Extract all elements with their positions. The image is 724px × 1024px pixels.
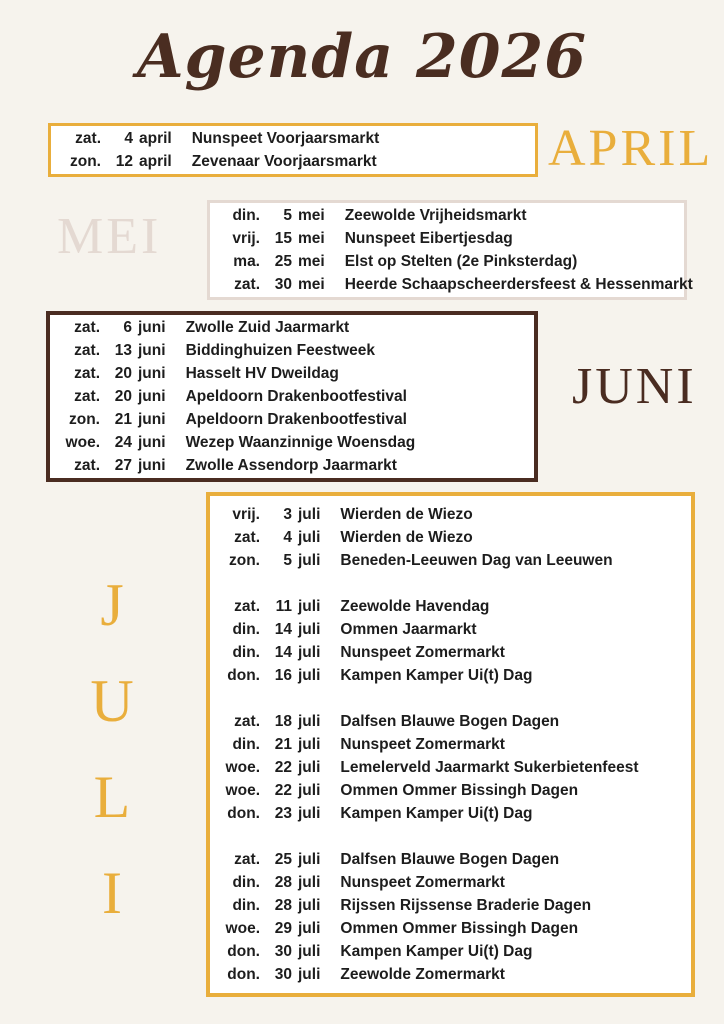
event-event: Beneden-Leeuwen Dag van Leeuwen — [340, 552, 613, 569]
event-month: juli — [298, 874, 321, 891]
event-month: juli — [298, 805, 321, 822]
juli-month-label: JULI — [79, 572, 145, 956]
event-row — [218, 963, 691, 986]
event-month: juli — [298, 966, 321, 983]
event-month: juni — [138, 457, 166, 474]
juni-event-list — [50, 315, 534, 478]
april-events-box — [48, 123, 538, 177]
event-row — [58, 362, 534, 385]
event-event: Ommen Jaarmarkt — [340, 621, 477, 638]
april-event-list — [51, 126, 535, 174]
event-month: juli — [298, 552, 321, 569]
event-event: Zeewolde Zomermarkt — [340, 966, 505, 983]
event-event: Dalfsen Blauwe Bogen Dagen — [340, 713, 560, 730]
event-day: don. — [227, 943, 260, 960]
event-num: 25 — [274, 253, 292, 270]
event-num: 30 — [274, 943, 292, 960]
event-event: Zwolle Zuid Jaarmarkt — [185, 319, 350, 336]
event-event: Apeldoorn Drakenbootfestival — [185, 388, 407, 405]
event-month: juni — [138, 411, 166, 428]
event-day: din. — [232, 736, 260, 753]
event-month: mei — [298, 230, 325, 247]
event-row — [218, 802, 691, 825]
event-row — [218, 273, 693, 296]
row-spacer — [218, 687, 691, 710]
event-row — [218, 503, 691, 526]
event-event: Zeewolde Vrijheidsmarkt — [344, 207, 527, 224]
event-num: 15 — [274, 230, 292, 247]
event-num: 21 — [114, 411, 132, 428]
event-num: 4 — [283, 529, 292, 546]
event-day: zat. — [234, 713, 260, 730]
event-month: juli — [298, 667, 321, 684]
event-month: juli — [298, 529, 321, 546]
event-event: Heerde Schaapscheerdersfeest & Hessenmarkt — [344, 276, 693, 293]
event-event: Kampen Kamper Ui(t) Dag — [340, 667, 533, 684]
event-event: Nunspeet Eibertjesdag — [344, 230, 513, 247]
event-event: Nunspeet Voorjaarsmarkt — [191, 130, 380, 147]
event-day: ma. — [233, 253, 260, 270]
event-event: Lemelerveld Jaarmarkt Sukerbietenfeest — [340, 759, 639, 776]
event-row — [218, 250, 684, 273]
event-row — [58, 431, 534, 454]
event-num: 4 — [124, 130, 133, 147]
event-event: Ommen Ommer Bissingh Dagen — [340, 920, 579, 937]
event-num: 20 — [114, 388, 132, 405]
event-day: zat. — [74, 342, 100, 359]
event-num: 22 — [274, 782, 292, 799]
event-day: woe. — [225, 759, 260, 776]
event-day: woe. — [65, 434, 100, 451]
event-num: 14 — [274, 621, 292, 638]
event-month: juli — [298, 920, 321, 937]
event-event: Wierden de Wiezo — [340, 529, 473, 546]
event-day: zat. — [75, 130, 101, 147]
juli-events-box — [206, 492, 695, 997]
event-day: zat. — [74, 319, 100, 336]
event-month: juni — [138, 319, 166, 336]
event-row — [218, 227, 684, 250]
event-row — [218, 779, 691, 802]
event-num: 29 — [274, 920, 292, 937]
mei-events-box — [207, 200, 693, 300]
event-event: Nunspeet Zomermarkt — [340, 644, 505, 661]
event-event: Nunspeet Zomermarkt — [340, 874, 505, 891]
event-day: zat. — [74, 457, 100, 474]
juli-event-list — [210, 496, 691, 993]
event-month: juli — [298, 851, 321, 868]
event-num: 22 — [274, 759, 292, 776]
event-row — [218, 664, 691, 687]
event-month: juli — [298, 897, 321, 914]
event-num: 27 — [114, 457, 132, 474]
event-day: zon. — [229, 552, 260, 569]
event-num: 13 — [114, 342, 132, 359]
mei-event-list — [210, 203, 693, 297]
event-num: 14 — [274, 644, 292, 661]
event-row — [218, 894, 691, 917]
event-row — [58, 385, 534, 408]
event-event: Kampen Kamper Ui(t) Dag — [340, 943, 533, 960]
event-num: 24 — [114, 434, 132, 451]
event-row — [218, 618, 691, 641]
event-month: juli — [298, 943, 321, 960]
event-row — [218, 549, 691, 572]
event-day: din. — [232, 644, 260, 661]
row-spacer — [218, 572, 691, 595]
event-day: don. — [227, 966, 260, 983]
event-month: juni — [138, 434, 166, 451]
event-row — [218, 940, 691, 963]
event-day: don. — [227, 805, 260, 822]
event-row — [218, 595, 691, 618]
event-event: Nunspeet Zomermarkt — [340, 736, 505, 753]
event-day: zat. — [234, 276, 260, 293]
event-day: vrij. — [232, 506, 260, 523]
event-event: Zeewolde Havendag — [340, 598, 490, 615]
april-month-label: APRIL — [548, 120, 714, 177]
event-day: din. — [232, 874, 260, 891]
event-row — [218, 526, 691, 549]
event-month: mei — [298, 253, 325, 270]
event-day: don. — [227, 667, 260, 684]
event-day: woe. — [225, 920, 260, 937]
event-row — [218, 917, 691, 940]
event-event: Apeldoorn Drakenbootfestival — [185, 411, 407, 428]
event-row — [58, 454, 534, 477]
event-month: juli — [298, 759, 321, 776]
event-event: Hasselt HV Dweildag — [185, 365, 339, 382]
event-num: 20 — [114, 365, 132, 382]
event-row — [58, 339, 534, 362]
event-row — [218, 756, 691, 779]
mei-month-label: MEI — [57, 208, 162, 265]
event-event: Rijssen Rijssense Braderie Dagen — [340, 897, 592, 914]
event-row — [218, 871, 691, 894]
event-num: 6 — [123, 319, 132, 336]
event-num: 12 — [115, 153, 133, 170]
event-day: zat. — [234, 529, 260, 546]
event-row — [58, 408, 534, 431]
event-event: Zwolle Assendorp Jaarmarkt — [185, 457, 397, 474]
event-num: 28 — [274, 897, 292, 914]
event-num: 5 — [283, 207, 292, 224]
event-day: zon. — [70, 153, 101, 170]
event-event: Dalfsen Blauwe Bogen Dagen — [340, 851, 560, 868]
event-day: zat. — [74, 388, 100, 405]
row-spacer — [218, 825, 691, 848]
event-row — [218, 204, 684, 227]
event-month: juli — [298, 598, 321, 615]
event-month: april — [139, 130, 172, 147]
event-day: woe. — [225, 782, 260, 799]
event-row — [218, 641, 691, 664]
event-day: zat. — [234, 851, 260, 868]
event-day: din. — [232, 897, 260, 914]
event-month: juli — [298, 621, 321, 638]
event-month: juni — [138, 342, 166, 359]
event-event: Ommen Ommer Bissingh Dagen — [340, 782, 579, 799]
event-event: Kampen Kamper Ui(t) Dag — [340, 805, 533, 822]
event-event: Elst op Stelten (2e Pinksterdag) — [344, 253, 578, 270]
event-num: 11 — [275, 598, 292, 615]
event-event: Biddinghuizen Feestweek — [185, 342, 376, 359]
event-event: Wierden de Wiezo — [340, 506, 473, 523]
event-num: 23 — [274, 805, 292, 822]
event-num: 16 — [274, 667, 292, 684]
event-month: juli — [298, 736, 321, 753]
page-title: Agenda 2026 — [136, 22, 587, 92]
event-row — [218, 733, 691, 756]
event-day: din. — [232, 207, 260, 224]
event-num: 25 — [274, 851, 292, 868]
event-num: 28 — [274, 874, 292, 891]
event-num: 30 — [274, 966, 292, 983]
event-num: 5 — [283, 552, 292, 569]
event-month: juli — [298, 713, 321, 730]
event-month: juli — [298, 644, 321, 661]
event-event: Zevenaar Voorjaarsmarkt — [191, 153, 377, 170]
event-row — [218, 848, 691, 871]
event-month: april — [139, 153, 172, 170]
event-event: Wezep Waanzinnige Woensdag — [185, 434, 416, 451]
event-num: 21 — [274, 736, 292, 753]
event-day: zon. — [69, 411, 100, 428]
event-month: mei — [298, 207, 325, 224]
event-row — [58, 316, 534, 339]
event-month: juni — [138, 388, 166, 405]
juni-month-label: JUNI — [572, 358, 697, 415]
event-month: juli — [298, 782, 321, 799]
event-month: juni — [138, 365, 166, 382]
event-row — [59, 150, 535, 173]
event-num: 30 — [274, 276, 292, 293]
event-day: zat. — [74, 365, 100, 382]
event-month: juli — [298, 506, 321, 523]
event-num: 18 — [274, 713, 292, 730]
event-day: vrij. — [232, 230, 260, 247]
event-num: 3 — [283, 506, 292, 523]
event-row — [218, 710, 691, 733]
event-row — [59, 127, 535, 150]
juni-events-box — [46, 311, 538, 482]
event-day: zat. — [234, 598, 260, 615]
event-day: din. — [232, 621, 260, 638]
event-month: mei — [298, 276, 325, 293]
